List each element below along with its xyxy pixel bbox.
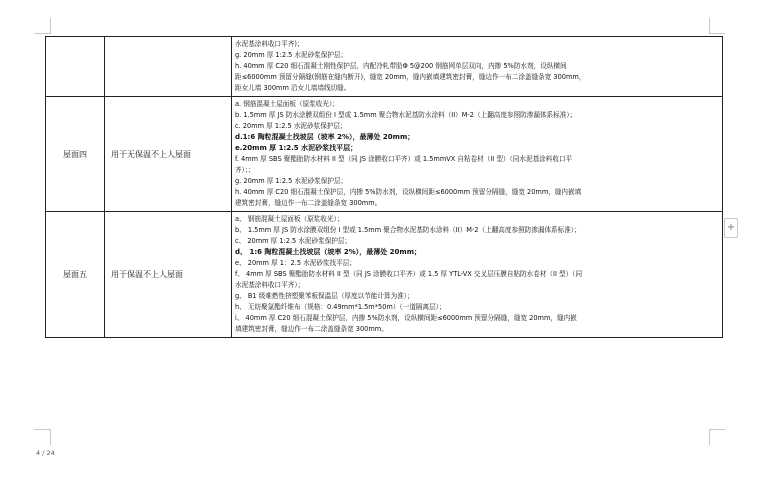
roof-spec-table xyxy=(45,36,723,338)
construction-layers-cell xyxy=(232,37,723,97)
layer-line: d、 1:6 陶粒混凝土找坡层（坡率 2%），最薄处 20mm； xyxy=(235,248,422,256)
layer-line: 填建筑密封膏，缝边作一布二涂盖缝条宽 300mm。 xyxy=(235,325,388,333)
layer-line: 水泥基涂料收口平齐)； xyxy=(235,40,304,48)
layer-line: g、 B1 级难燃性挤塑聚苯板保温层（厚度以节能计算为准）； xyxy=(235,292,414,300)
layer-line: f. 4mm 厚 SBS 聚酯胎防水材料 II 型（同 JS 涂膜收口平齐）或 1.5mmVX 自粘卷材（II 型）（同水泥基涂料收口平 xyxy=(235,155,573,163)
usage-cell: 用于保温不上人屋面 xyxy=(105,212,232,338)
layer-line: h. 40mm 厚 C20 细石混凝土刚性保护层，内配冷轧带肋Φ 5@200 钢筋网单层双向，内掺 5%防水剂，设纵横间 xyxy=(235,62,567,70)
layer-line: a. 钢筋混凝土屋面板（原浆收光）； xyxy=(235,100,339,108)
crop-mark xyxy=(709,18,710,34)
usage-cell xyxy=(105,37,232,97)
layer-line: e.20mm 厚 1:2.5 水泥砂浆找平层； xyxy=(235,144,358,152)
layer-line: d.1:6 陶粒混凝土找坡层（坡率 2%），最薄处 20mm； xyxy=(235,133,415,141)
construction-layers-cell xyxy=(232,97,723,212)
layer-line: a、 钢筋混凝土屋面板（原浆收光）； xyxy=(235,215,344,223)
layer-line: h. 40mm 厚 C20 细石混凝土保护层，内掺 5%防水剂，设纵横间距≤6000mm 预留分隔缝，缝宽 20mm，缝内嵌填 xyxy=(235,188,582,196)
layer-line: 水泥基涂料收口平齐）； xyxy=(235,281,305,289)
layer-line: 距女儿墙 300mm 沿女儿墙墙线切缝。 xyxy=(235,84,351,92)
table-row xyxy=(46,37,723,97)
layer-line: c、 20mm 厚 1:2.5 水泥砂浆保护层； xyxy=(235,237,352,245)
layer-line: 距≤6000mm 预留分隔缝(钢筋在缝内断开)，缝宽 20mm，缝内嵌填建筑密封膏，缝边作一布二涂盖缝条宽 300mm， xyxy=(235,73,586,81)
table-row xyxy=(46,212,723,338)
table-row xyxy=(46,97,723,212)
crop-mark xyxy=(50,18,51,34)
layer-line: g. 20mm 厚 1:2.5 水泥砂浆保护层； xyxy=(235,177,348,185)
roof-type-cell: 屋面四 xyxy=(46,97,105,212)
layer-line: h、 无纺聚氯酯纤维布（规格：0.49mm*1.5m*50m）（一道隔离层）； xyxy=(235,303,446,311)
crop-mark xyxy=(34,33,50,34)
layer-line: 齐）；； xyxy=(235,166,255,174)
page-indicator: 4 / 24 xyxy=(36,449,55,457)
construction-layers-cell xyxy=(232,212,723,338)
roof-type-cell xyxy=(46,37,105,97)
crop-mark xyxy=(709,429,710,445)
layer-line: b. 1.5mm 厚 JS 防水涂膜双组份 I 型或 1.5mm 聚合物水泥基防水涂料（II）M-2（上翻高度参照防渗漏体系标准）； xyxy=(235,111,577,119)
layer-line: g. 20mm 厚 1:2.5 水泥砂浆保护层； xyxy=(235,51,348,59)
layer-line: c. 20mm 厚 1:2.5 水泥砂浆保护层； xyxy=(235,122,347,130)
layer-line: b、 1.5mm 厚 JS 防水涂膜双组份 I 型或 1.5mm 聚合物水泥基防水涂料（II）M-2（上翻高度参照防渗漏体系标准）； xyxy=(235,226,581,234)
crop-mark xyxy=(709,429,725,430)
crop-mark xyxy=(709,33,725,34)
add-block-button[interactable]: + xyxy=(724,218,738,238)
crop-mark xyxy=(50,429,51,445)
usage-cell: 用于无保温不上人屋面 xyxy=(105,97,232,212)
layer-line: i、 40mm 厚 C20 细石混凝土保护层，内掺 5%防水剂，设纵横间距≤6000mm 预留分隔缝，缝宽 20mm，缝内嵌 xyxy=(235,314,577,322)
layer-line: f、 4mm 厚 SBS 聚酯胎防水材料 II 型（同 JS 涂膜收口平齐）或 1.5 厚 YTL-VX 交叉层压膜自粘防水卷材（II 型）（同 xyxy=(235,270,583,278)
layer-line: 建筑密封膏，缝边作一布二涂盖缝条宽 300mm。 xyxy=(235,199,382,207)
layer-line: e、 20mm 厚 1：2.5 水泥砂浆找平层； xyxy=(235,259,356,267)
crop-mark xyxy=(34,429,50,430)
roof-type-cell: 屋面五 xyxy=(46,212,105,338)
